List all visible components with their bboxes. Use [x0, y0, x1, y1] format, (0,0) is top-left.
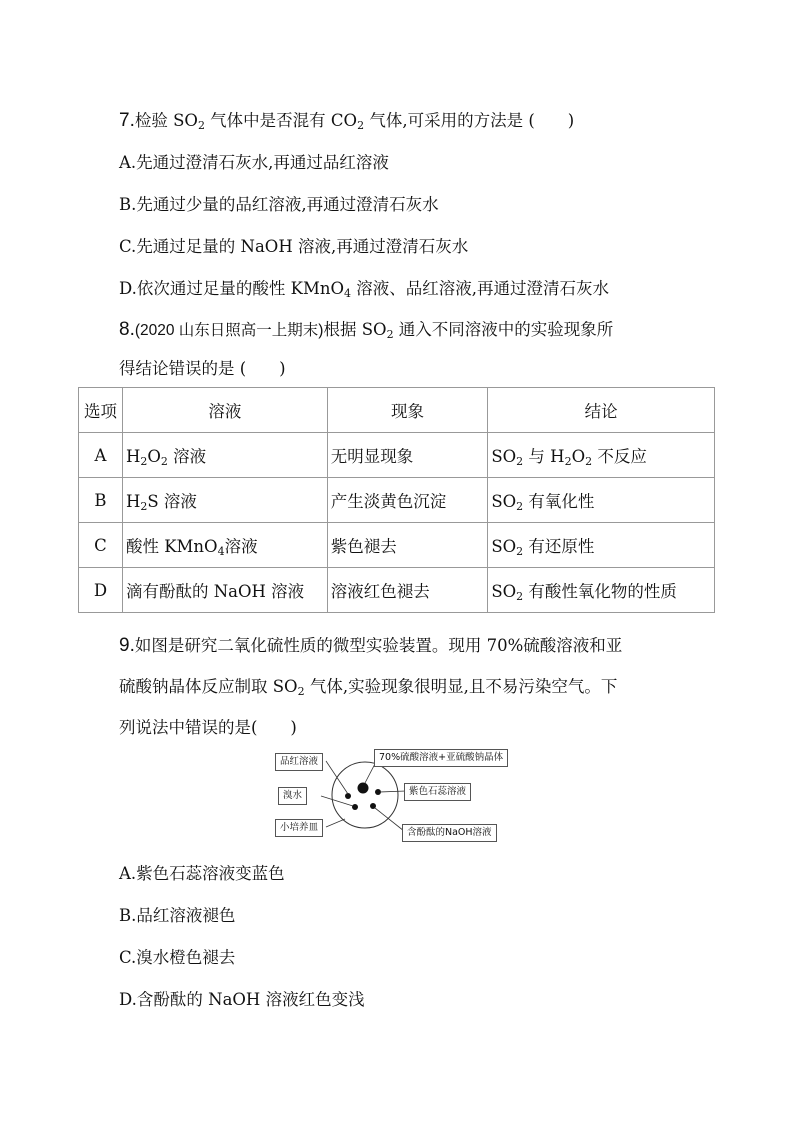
q9-option-a: A.紫色石蕊溶液变蓝色: [119, 864, 285, 883]
label-xiushui: 溴水: [278, 787, 307, 805]
label-naoh: 含酚酞的NaOH溶液: [402, 824, 497, 842]
reagent-dot-xiushui: [352, 804, 358, 810]
q8-number: 8.: [119, 319, 135, 340]
q9-option-d: D.含酚酞的 NaOH 溶液红色变浅: [119, 990, 365, 1009]
row-solution: 酸性 KMnO$_4$溶液: [122, 523, 327, 568]
leader-line: [380, 791, 406, 792]
q9-option-c: C.溴水橙色褪去: [119, 948, 236, 967]
q8-stem: 8.(2020 山东日照高一上期末)根据 $SO_2$ 通入不同溶液中的实验现象所: [119, 319, 614, 341]
table-header-row: [79, 388, 715, 433]
q7-option-a: A.先通过澄清石灰水,再通过品红溶液: [119, 153, 389, 172]
label-dish: 小培养皿: [275, 819, 323, 837]
leader-line: [375, 808, 404, 831]
row-conclusion: $SO_2$ 有氧化性: [488, 478, 715, 523]
q7-option-d: D.依次通过足量的酸性 KMnO$_4$ 溶液、品红溶液,再通过澄清石灰水: [119, 279, 610, 300]
q7-option-c: C.先通过足量的 NaOH 溶液,再通过澄清石灰水: [119, 237, 469, 256]
row-solution: $H_2S$ 溶液: [122, 478, 327, 523]
table-row: [79, 568, 715, 613]
table-row: [79, 478, 715, 523]
reagent-dot-acid: [358, 783, 369, 794]
q7-option-b: B.先通过少量的品红溶液,再通过澄清石灰水: [119, 195, 439, 214]
row-phenomenon: 无明显现象: [327, 433, 488, 478]
q8-stem-line2: 得结论错误的是 ( ): [119, 359, 286, 378]
row-conclusion: $SO_2$ 与 $H_2O_2$ 不反应: [488, 433, 715, 478]
microscale-apparatus-diagram: [270, 743, 530, 848]
header-phenomenon: 现象: [327, 388, 488, 433]
header-conclusion: 结论: [488, 388, 715, 433]
row-option: A: [79, 433, 123, 478]
leader-line: [326, 761, 348, 794]
header-solution: 溶液: [122, 388, 327, 433]
row-conclusion: $SO_2$ 有还原性: [488, 523, 715, 568]
table-row: [79, 433, 715, 478]
q7-stem: 7.检验 $SO_2$ 气体中是否混有 $CO_2$ 气体,可采用的方法是 ( ): [119, 110, 575, 132]
q8-table: [78, 387, 715, 613]
row-phenomenon: 产生淡黄色沉淀: [327, 478, 488, 523]
row-phenomenon: 溶液红色褪去: [327, 568, 488, 613]
q9-stem: 9.如图是研究二氧化硫性质的微型实验装置。现用 70%硫酸溶液和亚: [119, 635, 623, 656]
row-phenomenon: 紫色褪去: [327, 523, 488, 568]
label-litmus: 紫色石蕊溶液: [404, 783, 471, 801]
row-option: C: [79, 523, 123, 568]
label-acid: 70%硫酸溶液+亚硫酸钠晶体: [374, 749, 508, 767]
row-option: B: [79, 478, 123, 523]
leader-line: [326, 819, 345, 827]
q9-stem-line3: 列说法中错误的是( ): [119, 718, 297, 737]
table-row: [79, 523, 715, 568]
row-conclusion: $SO_2$ 有酸性氧化物的性质: [488, 568, 715, 613]
row-solution: 滴有酚酞的 NaOH 溶液: [122, 568, 327, 613]
q9-stem-line2: 硫酸钠晶体反应制取 $SO_2$ 气体,实验现象很明显,且不易污染空气。下: [119, 677, 618, 698]
row-solution: $H_2O_2$ 溶液: [122, 433, 327, 478]
q9-number: 9.: [119, 635, 135, 656]
row-option: D: [79, 568, 123, 613]
q8-source: (2020 山东日照高一上期末): [134, 322, 324, 339]
header-option: 选项: [79, 388, 123, 433]
q7-number: 7.: [119, 110, 135, 131]
label-pinhong: 品红溶液: [275, 753, 323, 771]
q9-option-b: B.品红溶液褪色: [119, 906, 236, 925]
